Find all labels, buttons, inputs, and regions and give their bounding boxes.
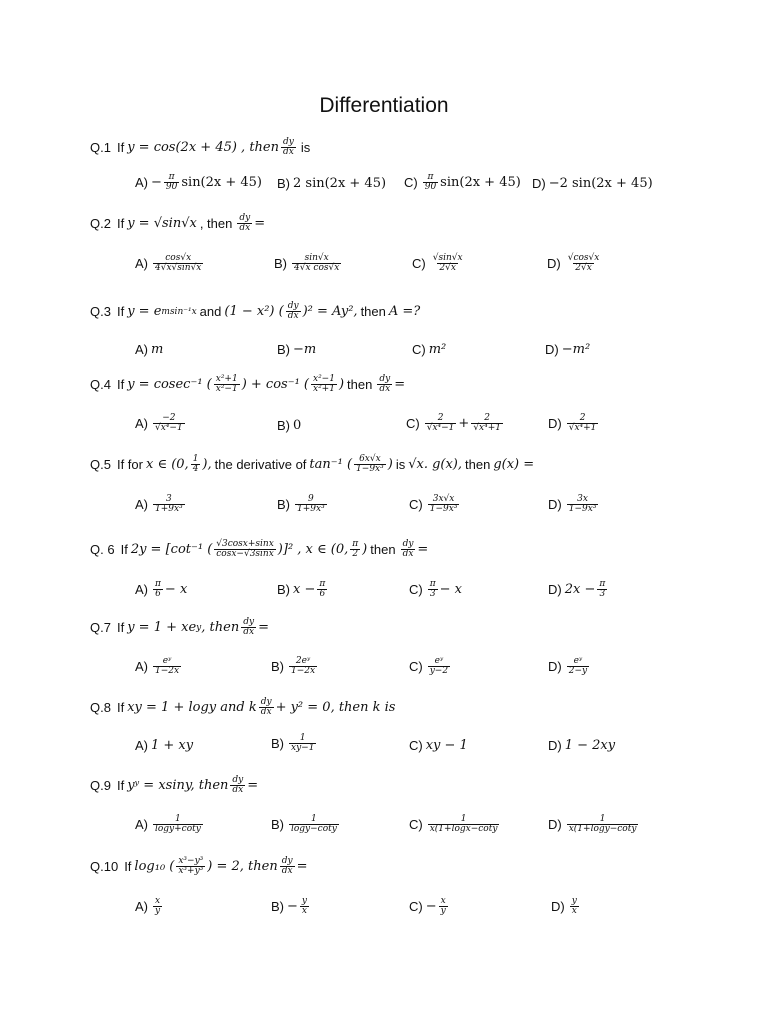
question-text: is bbox=[395, 457, 406, 473]
question-tail: is bbox=[300, 140, 311, 156]
option-b: B) $\frac{1}{xy-1}$ bbox=[271, 733, 315, 754]
option-a: A) $\frac{\pi}{6}$ − x bbox=[135, 579, 188, 600]
question-expression: 2y = [cot⁻¹ ( bbox=[130, 542, 213, 558]
fraction: $\frac{1}{4}$ bbox=[192, 454, 199, 475]
derivative-fraction: $\frac{dy}{dx}$ bbox=[232, 775, 244, 796]
question-number: Q.5 bbox=[90, 457, 111, 473]
question-expression: (1 − x²) ( bbox=[224, 304, 284, 320]
option-d: D) $\frac{1}{x(1+\log y-\cot y}$ bbox=[548, 814, 637, 835]
fraction: $\frac{√3\cos x+\sin x}{\cos x-√3\sin x}$ bbox=[216, 539, 274, 560]
question-number: Q.8 bbox=[90, 700, 111, 716]
question-text: If for bbox=[116, 457, 143, 473]
question-2 bbox=[90, 214, 265, 234]
question-number: Q.2 bbox=[90, 216, 111, 232]
question-6 bbox=[90, 540, 428, 560]
question-9 bbox=[90, 776, 258, 796]
exponent: msin⁻¹x bbox=[161, 306, 197, 317]
option-b: B) $\frac{1}{\log y-\cot y}$ bbox=[271, 814, 337, 835]
option-d: D) $\frac{2}{\text{√x⁴+1}}$ bbox=[548, 413, 597, 434]
question-text: If bbox=[116, 216, 125, 232]
question-tail: + y² = 0, then k is bbox=[275, 700, 396, 716]
option-d: D) 1 − 2xy bbox=[548, 738, 616, 753]
question-text: If bbox=[116, 377, 125, 393]
option-b: B) 2 sin(2x + 45) bbox=[277, 176, 387, 191]
derivative-fraction: $\frac{dy}{dx}$ bbox=[283, 137, 294, 158]
page-title: Differentiation bbox=[319, 94, 449, 117]
fraction: $\frac{6x√x}{\text{1−9x³}}$ bbox=[356, 454, 384, 475]
question-expression: ) bbox=[362, 542, 368, 558]
option-c: C) − $\frac{x}{y}$ bbox=[409, 896, 446, 917]
question-3 bbox=[90, 302, 420, 322]
question-tail: g(x) = bbox=[493, 457, 535, 473]
question-expression: y = 1 + xe bbox=[127, 620, 197, 636]
question-number: Q.1 bbox=[90, 140, 111, 156]
option-d: D) $\frac{\text{eʸ}}{2-y}$ bbox=[548, 656, 588, 677]
question-text: If bbox=[120, 542, 128, 558]
question-tail: = bbox=[258, 620, 269, 636]
option-d: D) 2x − $\frac{\pi}{3}$ bbox=[548, 579, 606, 600]
question-expression: y = e bbox=[127, 304, 162, 320]
option-c: C) xy − 1 bbox=[409, 738, 468, 753]
question-7 bbox=[90, 618, 269, 638]
option-c: C) $\frac{3x√x}{\text{1−9x³}}$ bbox=[409, 494, 458, 515]
option-a: A) $\frac{3}{\text{1+9x³}}$ bbox=[135, 494, 183, 515]
option-a: A) 1 + xy bbox=[135, 738, 194, 753]
question-text: and bbox=[199, 304, 222, 320]
option-d: D) −m² bbox=[545, 342, 591, 357]
derivative-fraction: $\frac{dy}{dx}$ bbox=[402, 539, 414, 560]
fraction: $\frac{\text{x³−y³}}{\text{x³+y³}}$ bbox=[178, 856, 204, 877]
option-c: C) $\frac{√\sin√x}{2√x}$ bbox=[412, 253, 463, 274]
option-c: C) m² bbox=[412, 342, 447, 357]
question-text: then bbox=[465, 457, 491, 473]
option-a: A) $\frac{-2}{\text{√x⁴−1}}$ bbox=[135, 413, 183, 434]
option-b: B) $\frac{9}{\text{1+9x³}}$ bbox=[277, 494, 325, 515]
question-text: If bbox=[116, 620, 125, 636]
question-expression: , then bbox=[201, 620, 240, 636]
question-expression: log₁₀ ( bbox=[134, 859, 175, 875]
question-text: If bbox=[116, 700, 125, 716]
question-tail: = bbox=[254, 216, 266, 232]
derivative-fraction: $\frac{dy}{dx}$ bbox=[243, 617, 255, 638]
question-expression: √x. g(x), bbox=[408, 457, 463, 473]
fraction: $\frac{\text{x²+1}}{\text{x²−1}}$ bbox=[215, 374, 238, 395]
derivative-fraction: $\frac{dy}{dx}$ bbox=[287, 301, 299, 322]
option-b: B) x − $\frac{\pi}{6}$ bbox=[277, 579, 326, 600]
question-tail: A =? bbox=[388, 304, 421, 320]
option-d: D) $\frac{3x}{\text{1−9x³}}$ bbox=[548, 494, 597, 515]
fraction: $\frac{\pi}{2}$ bbox=[352, 539, 359, 560]
question-number: Q.4 bbox=[90, 377, 111, 393]
question-tail: = bbox=[247, 778, 259, 794]
question-number: Q.7 bbox=[90, 620, 111, 636]
question-text: If bbox=[116, 140, 125, 156]
question-1 bbox=[90, 138, 313, 158]
option-c: C) $\frac{1}{x(1+\log x-\cot y}$ bbox=[409, 814, 498, 835]
option-b: B) $\frac{\text{2eʸ}}{1-2x}$ bbox=[271, 656, 316, 677]
option-d: D) $\frac{√\cos√x}{2√x}$ bbox=[547, 253, 600, 274]
question-text: then bbox=[370, 542, 396, 558]
question-tail: = bbox=[417, 542, 429, 558]
question-tail: = bbox=[296, 859, 308, 875]
option-c: C) $\frac{\pi}{3}$ − x bbox=[409, 579, 462, 600]
question-number: Q.9 bbox=[90, 778, 111, 794]
question-expression: ) bbox=[338, 377, 345, 393]
question-expression: tan⁻¹ ( bbox=[309, 457, 353, 473]
question-text: If bbox=[124, 859, 132, 875]
question-expression: )]² , x ∈ (0, bbox=[277, 542, 349, 558]
option-b: B) 0 bbox=[277, 418, 302, 433]
question-10 bbox=[90, 857, 307, 877]
question-text: , then bbox=[199, 216, 233, 232]
option-a: A) − $\frac{\pi}{90}$ sin(2x + 45) bbox=[135, 172, 263, 193]
question-expression: yʸ = xsiny, then bbox=[127, 778, 229, 794]
question-text: then bbox=[347, 377, 373, 393]
question-number: Q. 6 bbox=[90, 542, 115, 558]
option-a: A) m bbox=[135, 342, 164, 357]
question-expression: ) = 2, then bbox=[207, 859, 278, 875]
option-a: A) $\frac{\cos√x}{4√x√\sin√x}$ bbox=[135, 253, 202, 274]
option-b: B) − $\frac{y}{x}$ bbox=[271, 896, 307, 917]
question-tail: = bbox=[394, 377, 406, 393]
question-expression: y = cos(2x + 45) , then bbox=[127, 140, 279, 156]
question-4 bbox=[90, 375, 405, 395]
question-expression: ) + cos⁻¹ ( bbox=[241, 377, 309, 393]
option-a: A) $\frac{x}{y}$ bbox=[135, 896, 161, 917]
question-expression: y = √sin√x bbox=[127, 216, 197, 232]
option-b: B) $\frac{\sin√x}{\text{4√x cos√x}}$ bbox=[274, 253, 340, 274]
option-a: A) $\frac{\text{eʸ}}{1-2x}$ bbox=[135, 656, 180, 677]
option-d: D) $\frac{y}{x}$ bbox=[551, 896, 577, 917]
exponent: y bbox=[196, 622, 202, 633]
question-number: Q.3 bbox=[90, 304, 111, 320]
derivative-fraction: $\frac{dy}{dx}$ bbox=[239, 213, 251, 234]
question-expression: x ∈ (0, bbox=[145, 457, 189, 473]
option-c: C) $\frac{\pi}{90}$ sin(2x + 45) bbox=[404, 172, 521, 193]
derivative-fraction: $\frac{dy}{dx}$ bbox=[260, 697, 272, 718]
question-expression: xy = 1 + logy and k bbox=[127, 700, 257, 716]
option-d: D) −2 sin(2x + 45) bbox=[532, 176, 653, 191]
option-b: B) −m bbox=[277, 342, 317, 357]
derivative-fraction: $\frac{dy}{dx}$ bbox=[281, 856, 293, 877]
fraction: $\frac{\text{x²−1}}{\text{x²+1}}$ bbox=[313, 374, 335, 395]
option-c: C) $\frac{\text{eʸ}}{y-2}$ bbox=[409, 656, 449, 677]
question-8 bbox=[90, 698, 395, 718]
question-expression: y = cosec⁻¹ ( bbox=[127, 377, 212, 393]
question-5 bbox=[90, 455, 534, 475]
question-text: If bbox=[116, 778, 125, 794]
question-expression: ), bbox=[202, 457, 212, 473]
derivative-fraction: $\frac{dy}{dx}$ bbox=[379, 374, 391, 395]
option-a: A) $\frac{1}{\log y+\cot y}$ bbox=[135, 814, 201, 835]
question-expression: )² = Ay², bbox=[302, 304, 358, 320]
option-c: C) $\frac{2}{\text{√x⁴−1}}$ + $\frac{2}{\text{√x⁴+1}}$ bbox=[406, 413, 501, 434]
question-number: Q.10 bbox=[90, 859, 119, 875]
question-text: If bbox=[116, 304, 125, 320]
question-text: then bbox=[360, 304, 386, 320]
question-text: the derivative of bbox=[214, 457, 307, 473]
question-expression: ) bbox=[387, 457, 393, 473]
